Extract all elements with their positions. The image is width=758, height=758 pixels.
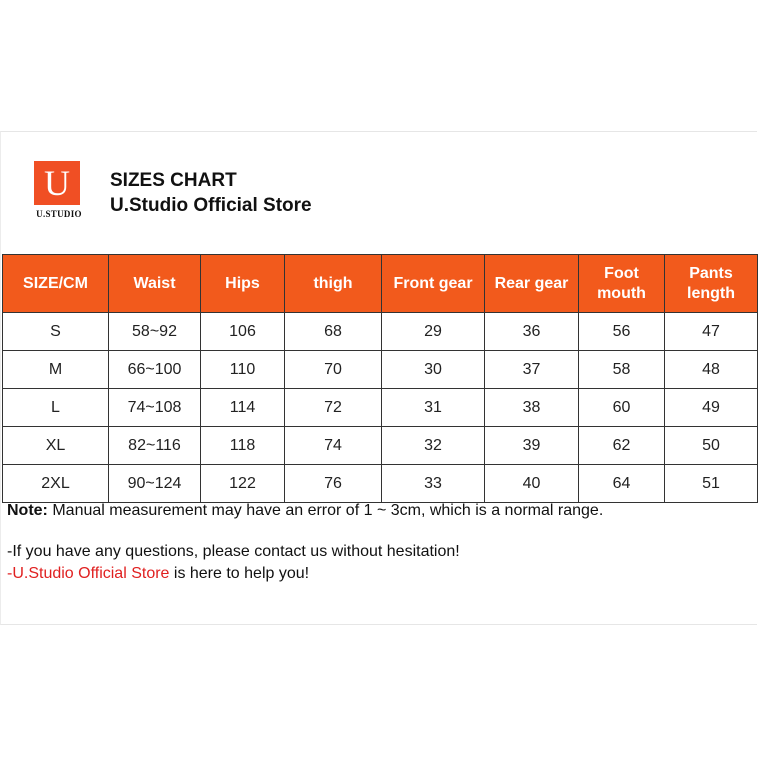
logo-text: U.STUDIO	[36, 209, 82, 219]
table-cell: 33	[382, 465, 485, 503]
table-cell: 2XL	[3, 465, 109, 503]
column-header: SIZE/CM	[3, 255, 109, 313]
table-row	[3, 465, 758, 503]
table-row	[3, 427, 758, 465]
table-cell: 70	[285, 351, 382, 389]
table-cell: 30	[382, 351, 485, 389]
table-cell: 56	[579, 313, 665, 351]
logo-mark: U	[34, 161, 80, 205]
table-cell: 31	[382, 389, 485, 427]
table-cell: 32	[382, 427, 485, 465]
column-header: Hips	[201, 255, 285, 313]
table-cell: 62	[579, 427, 665, 465]
table-cell: XL	[3, 427, 109, 465]
column-header: Pants length	[665, 255, 758, 313]
column-header: Front gear	[382, 255, 485, 313]
table-cell: 47	[665, 313, 758, 351]
column-header: Waist	[109, 255, 201, 313]
table-row	[3, 313, 758, 351]
table-row	[3, 389, 758, 427]
table-cell: 49	[665, 389, 758, 427]
table-cell: 60	[579, 389, 665, 427]
table-row	[3, 351, 758, 389]
table-cell: 50	[665, 427, 758, 465]
table-cell: 82~116	[109, 427, 201, 465]
table-cell: 114	[201, 389, 285, 427]
measurement-note	[7, 502, 603, 520]
table-cell: 38	[485, 389, 579, 427]
note-text: Manual measurement may have an error of 1 ~ 3cm, which is a normal range.	[47, 502, 604, 519]
table-cell: 74	[285, 427, 382, 465]
table-cell: 36	[485, 313, 579, 351]
table-cell: 118	[201, 427, 285, 465]
table-cell: 64	[579, 465, 665, 503]
help-text: is here to help you!	[169, 565, 310, 582]
table-cell: 39	[485, 427, 579, 465]
table-cell: 37	[485, 351, 579, 389]
table-cell: 40	[485, 465, 579, 503]
column-header: thigh	[285, 255, 382, 313]
table-cell: 58	[579, 351, 665, 389]
table-cell: S	[3, 313, 109, 351]
table-cell: L	[3, 389, 109, 427]
table-cell: 68	[285, 313, 382, 351]
table-cell: 72	[285, 389, 382, 427]
column-header: Foot mouth	[579, 255, 665, 313]
table-cell: 90~124	[109, 465, 201, 503]
size-table	[2, 254, 758, 503]
table-cell: 48	[665, 351, 758, 389]
store-logo	[32, 161, 86, 219]
store-name: U.Studio Official Store	[110, 195, 312, 216]
column-header: Rear gear	[485, 255, 579, 313]
help-line	[7, 565, 309, 583]
table-cell: 51	[665, 465, 758, 503]
table-cell: 66~100	[109, 351, 201, 389]
table-cell: 58~92	[109, 313, 201, 351]
table-cell: 122	[201, 465, 285, 503]
table-header-row	[3, 255, 758, 313]
table-cell: 29	[382, 313, 485, 351]
table-cell: 106	[201, 313, 285, 351]
table-cell: 74~108	[109, 389, 201, 427]
store-link: -U.Studio Official Store	[7, 565, 170, 582]
questions-text: -If you have any questions, please contact us without hesitation!	[7, 543, 460, 560]
table-cell: M	[3, 351, 109, 389]
chart-title: SIZES CHART	[110, 170, 237, 191]
table-cell: 110	[201, 351, 285, 389]
note-label: Note:	[7, 502, 48, 519]
table-cell: 76	[285, 465, 382, 503]
